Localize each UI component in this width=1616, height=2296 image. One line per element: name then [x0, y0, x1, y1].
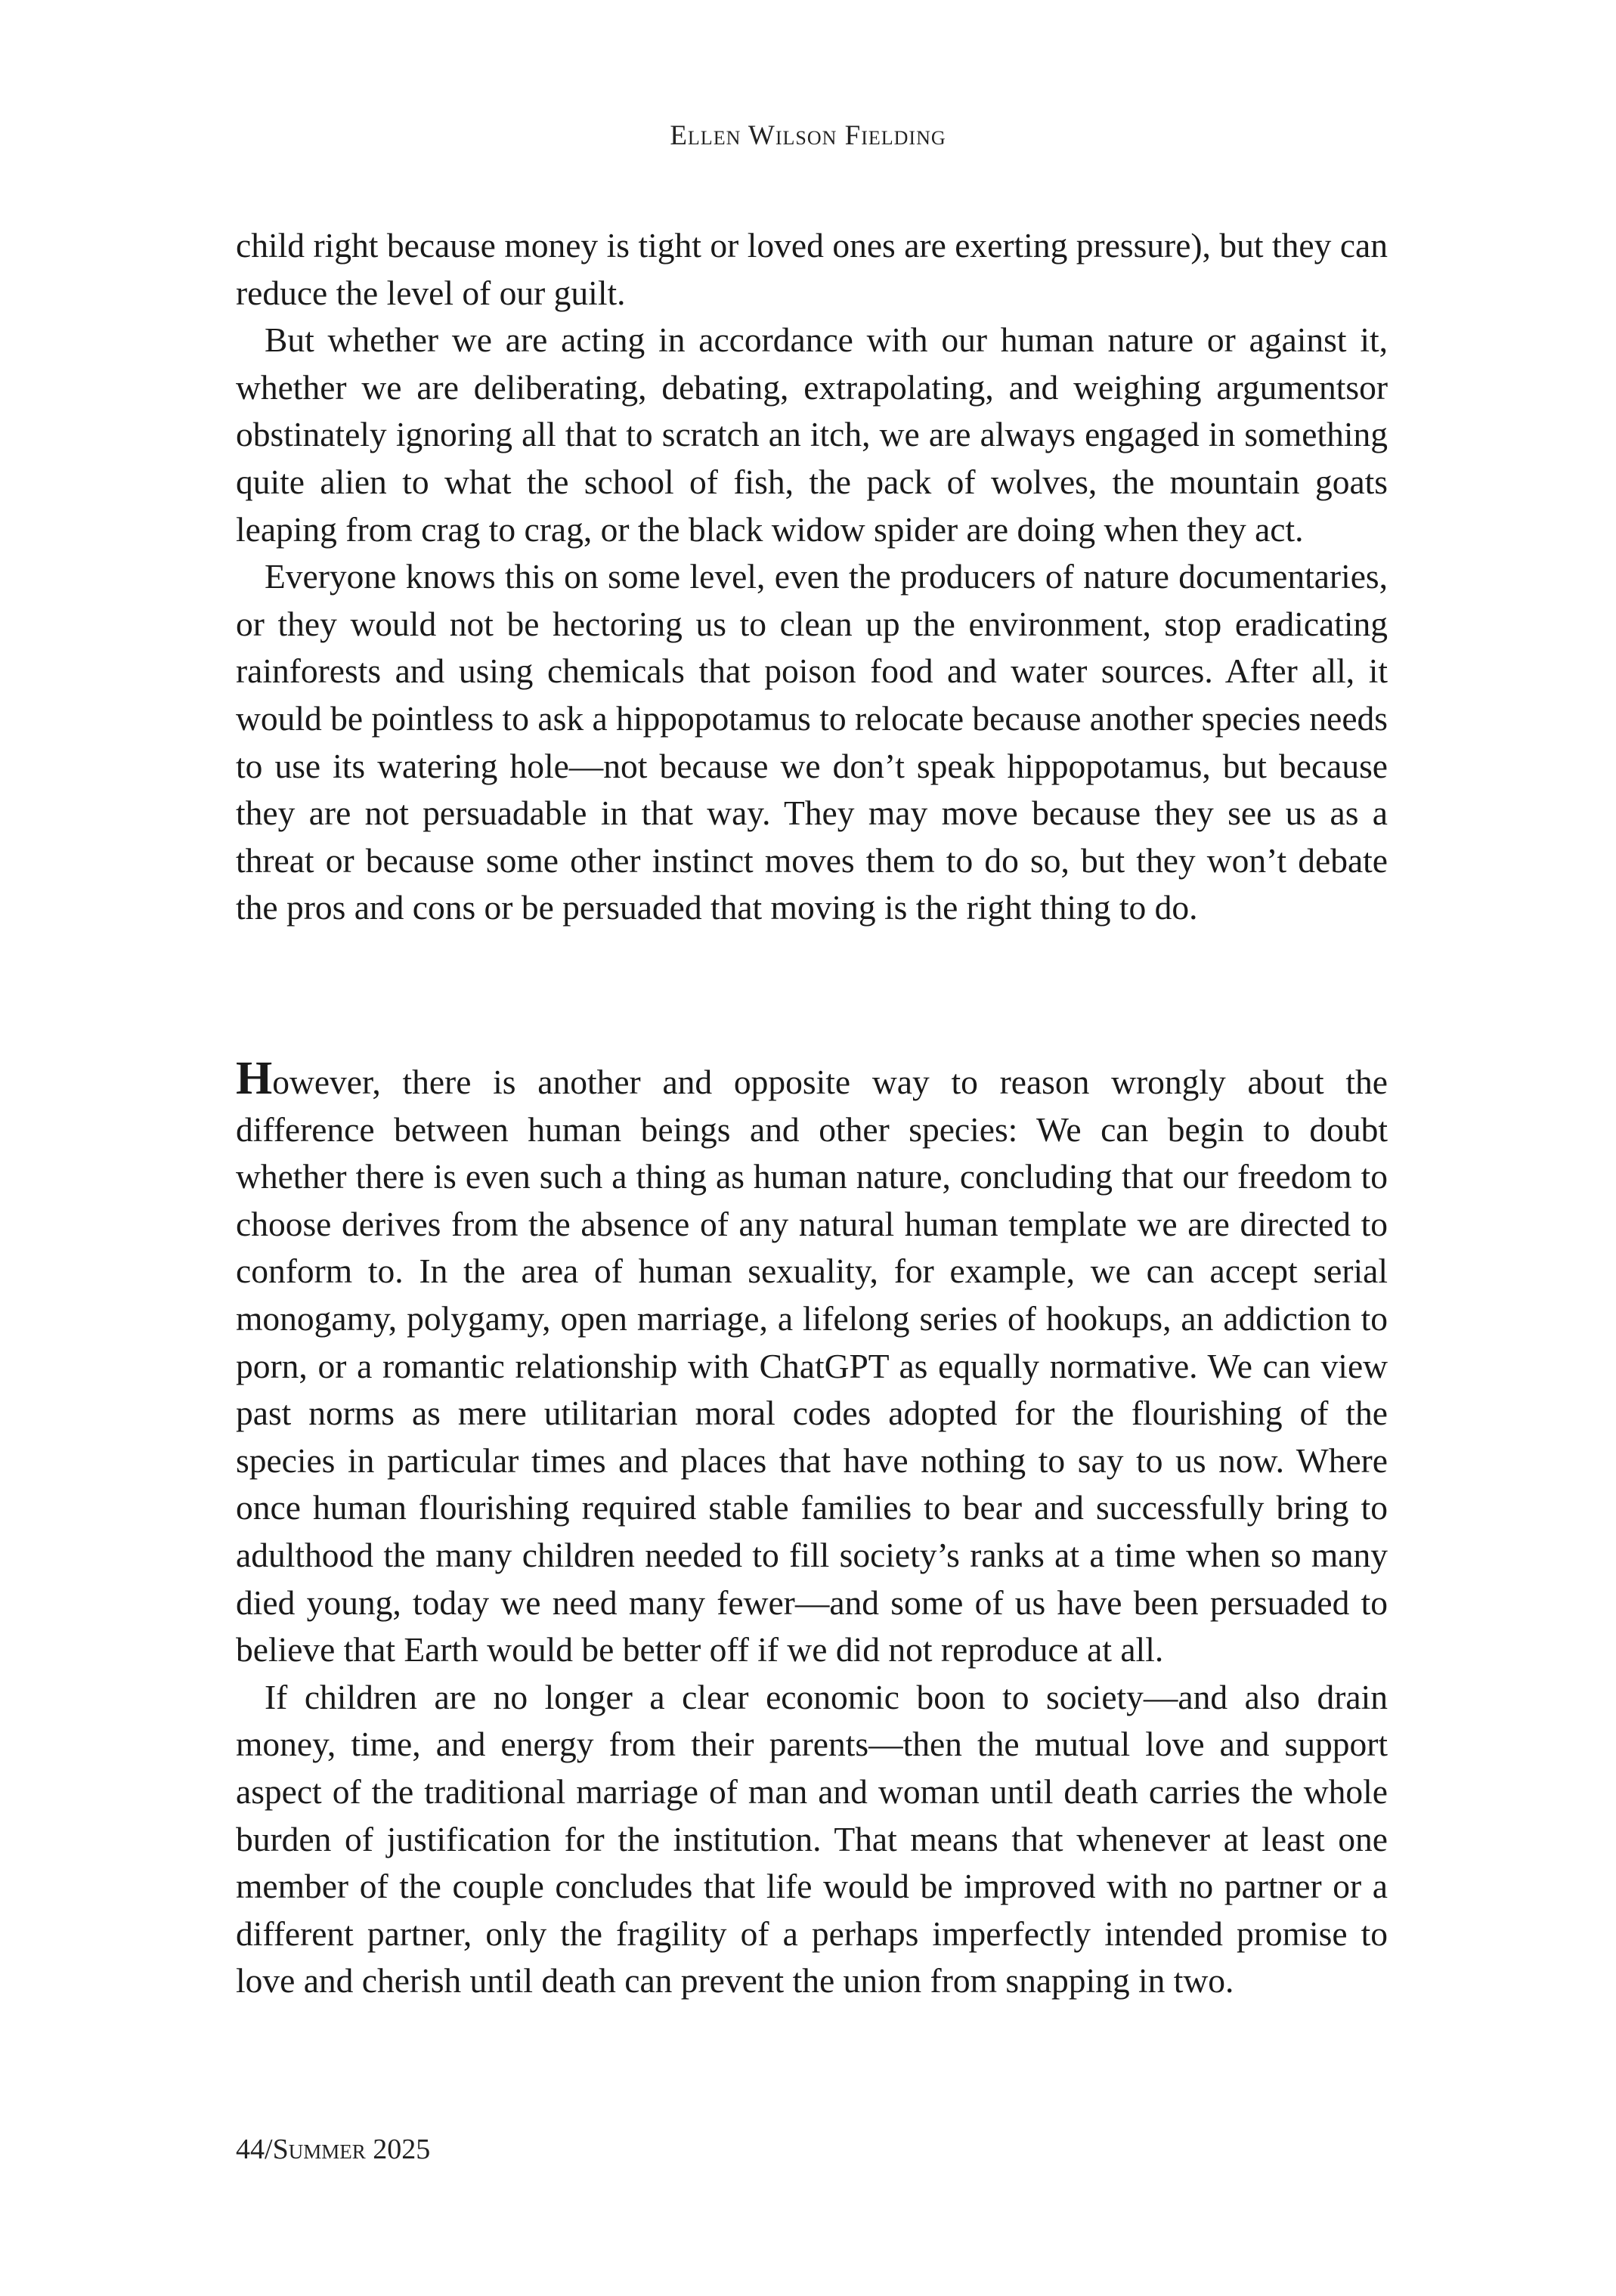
section-initial: H: [236, 1053, 273, 1104]
paragraph: But whether we are acting in accordance with our human nature or against it, whether we are deliberating, debating, extrapolating, and weighing argumentsor obstinately ignoring all that to scratch an itch, we are always engaged in something quite alien to what the school of fish, the pack of wolves, the mountain goats leaping from crag to crag, or the black widow spider are doing when they act.: [236, 320, 1388, 549]
paragraph: Everyone knows this on some level, even the producers of nature documentaries, or they would not be hectoring us to clean up the environment, stop eradicating rainforests and using chemicals that poison food and water sources. After all, it would be pointless to ask a hippopotamus to relocate because another species needs to use its watering hole—not because we don’t speak hippopotamus, but because they are not persuadable in that way. They may move because they see us as a threat or because some other instinct moves them to do so, but they won’t debate the pros and cons or be persuaded that moving is the right thing to do.: [236, 557, 1388, 927]
body-text-before-break: [236, 222, 1388, 932]
section-opening-paragraph: [236, 1055, 1388, 1674]
page-number: 44/: [236, 2134, 273, 2165]
section-opening-text: owever, there is another and opposite way to reason wrongly about the difference between human beings and other species: We can begin to doubt whether there is even such a thing as human nature, concluding that our freedom to choose derives from the absence of any natural human template we are directed to conform to. In the area of human sexuality, for example, we can accept serial monogamy, polygamy, open marriage, a lifelong series of hookups, an addiction to porn, or a romantic relationship with ChatGPT as equally normative. We can view past norms as mere utilitarian moral codes adopted for the flourishing of the species in particular times and places that have nothing to say to us now. Where once human flourishing required stable families to bear and successfully bring to adulthood the many children needed to fill society’s ranks at a time when so many died young, today we need many fewer—and some of us have been persuaded to believe that Earth would be better off if we did not reproduce at all.: [236, 1063, 1388, 1669]
running-head: Ellen Wilson Fielding: [670, 120, 946, 151]
body-text-after-break: [236, 1055, 1388, 2005]
paragraph: If children are no longer a clear economic boon to society—and also drain money, time, and energy from their parents—then the mutual love and support aspect of the traditional marriage of man and woman until death carries the whole burden of justification for the institution. That means that whenever at least one member of the couple concludes that life would be improved with no partner or a different partner, only the fragility of a perhaps imperfectly intended promise to love and cherish until death can prevent the union from snapping in two.: [236, 1677, 1388, 2000]
page-footer: [236, 2133, 430, 2166]
paragraph-continued: child right because money is tight or loved ones are exerting pressure), but they can reduce the level of our guilt.: [236, 226, 1388, 312]
issue-label: Summer 2025: [272, 2134, 431, 2165]
